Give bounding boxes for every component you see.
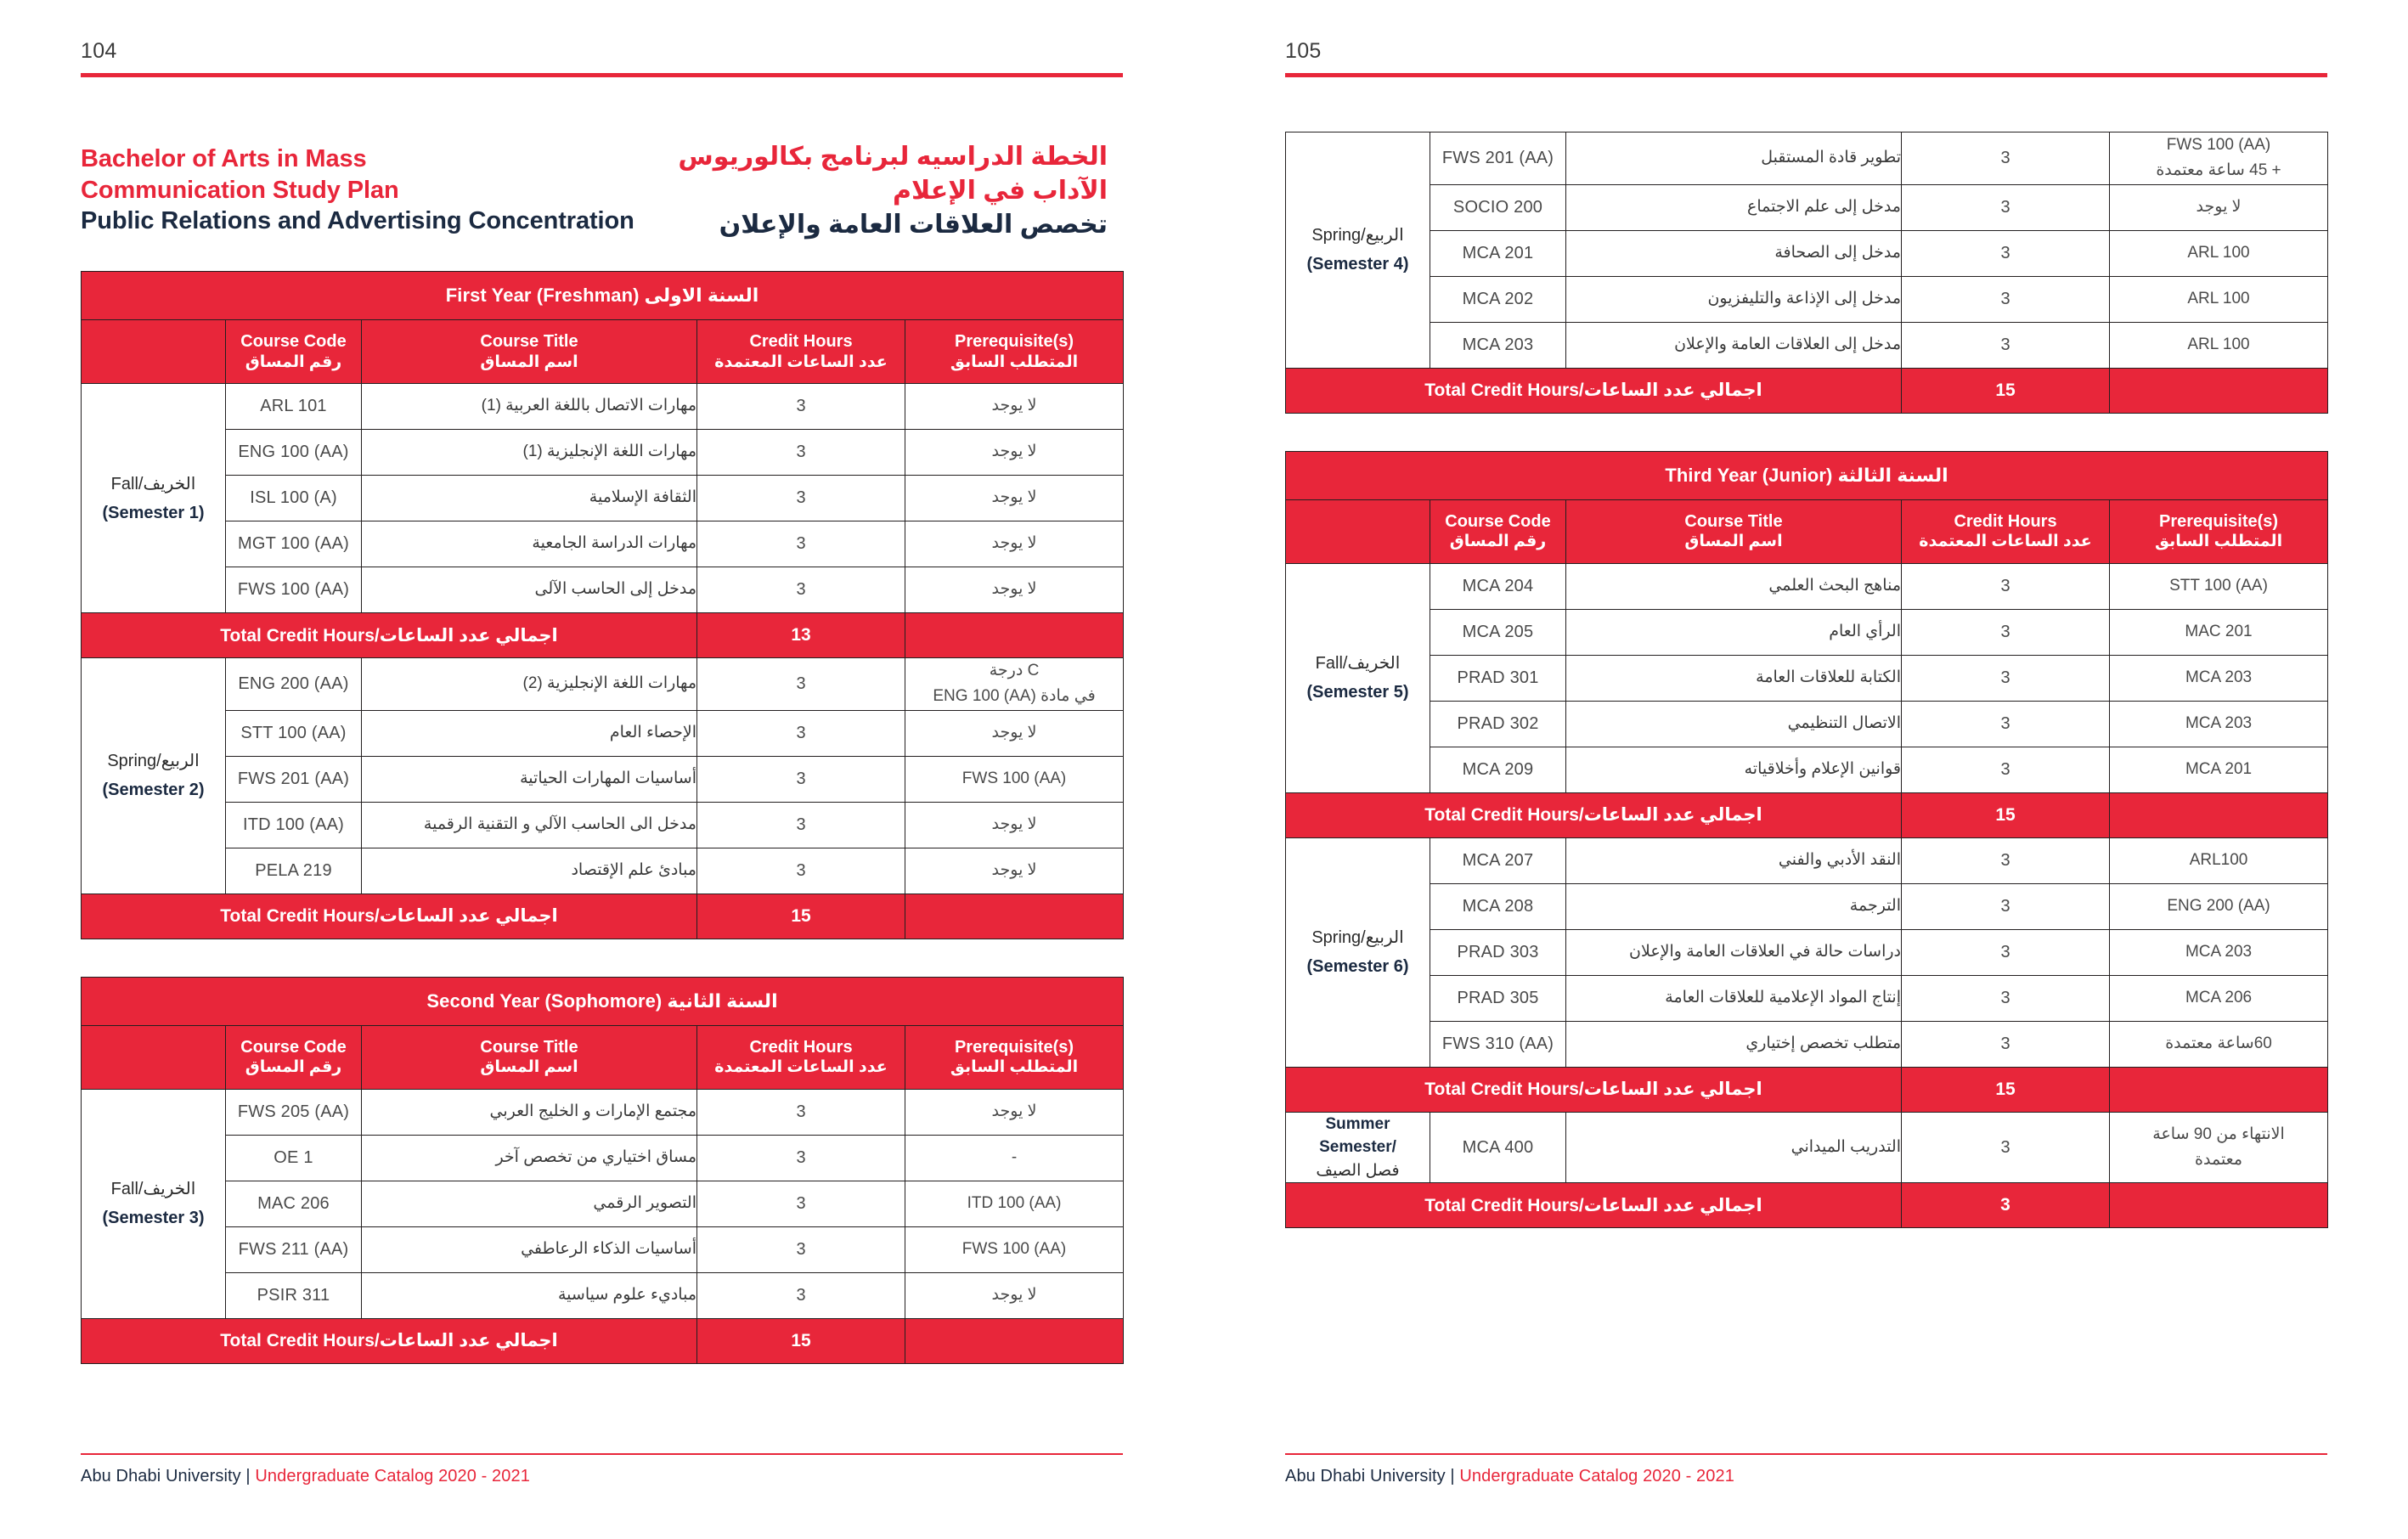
course-credits: 3 (1902, 1112, 2110, 1183)
col-head-prereq (905, 320, 1124, 384)
table-row (1286, 747, 2328, 792)
course-credits: 3 (1902, 837, 2110, 883)
year-heading-row (82, 977, 1124, 1025)
course-code: ISL 100 (A) (226, 476, 362, 521)
course-title: النقد الأدبي والفني (1566, 837, 1902, 883)
course-code: ENG 200 (AA) (226, 658, 362, 711)
page-header-104 (81, 0, 1123, 77)
col-head-title (362, 320, 697, 384)
table-row (1286, 230, 2328, 276)
table-row (1286, 563, 2328, 609)
table-row (82, 567, 1124, 613)
table-row (1286, 929, 2328, 975)
footer-separator: | (1450, 1467, 1455, 1485)
course-code: FWS 211 (AA) (226, 1226, 362, 1272)
course-code: PRAD 301 (1430, 655, 1566, 701)
course-credits: 3 (697, 802, 905, 848)
semester-label-en: (Semester 1) (102, 503, 205, 522)
course-code: PSIR 311 (226, 1272, 362, 1318)
table-row (82, 476, 1124, 521)
course-credits: 3 (697, 430, 905, 476)
col-head-title-en: Course Title (1684, 512, 1783, 531)
course-credits: 3 (697, 1226, 905, 1272)
col-head-code-ar: رقم المساق (245, 352, 342, 371)
semester-label-ar: الربيع/Spring (1311, 928, 1404, 948)
course-prereq: MCA 203 (2110, 929, 2328, 975)
third-year-table-wrap (1285, 451, 2327, 1229)
course-credits: 3 (697, 658, 905, 711)
course-prereq: ARL 100 (2110, 322, 2328, 368)
col-head-credits-en: Credit Hours (749, 1038, 853, 1057)
table-row (1286, 1021, 2328, 1067)
course-prereq: ARL100 (2110, 837, 2328, 883)
title-english (81, 144, 634, 237)
course-credits: 3 (697, 756, 905, 802)
course-prereq: ARL 100 (2110, 276, 2328, 322)
course-code: MGT 100 (AA) (226, 521, 362, 567)
col-head-prereq-ar: المتطلب السابق (950, 352, 1079, 371)
course-prereq: لا يوجد (905, 802, 1124, 848)
year-heading: السنة الثانية (Second Year (Sophomore (82, 977, 1124, 1025)
course-prereq: لا يوجد (905, 1272, 1124, 1318)
semester-label-en: (Semester 4) (1306, 255, 1409, 274)
course-prereq: MAC 201 (2110, 609, 2328, 655)
table-row (1286, 609, 2328, 655)
total-blank (905, 1318, 1124, 1363)
course-title: مباديء علوم سياسية (362, 1272, 697, 1318)
course-code: MCA 205 (1430, 609, 1566, 655)
course-prereq: FWS 100 (AA) (905, 1226, 1124, 1272)
course-code: FWS 100 (AA) (226, 567, 362, 613)
total-blank (2110, 368, 2328, 413)
course-code: ARL 101 (226, 384, 362, 430)
course-code: OE 1 (226, 1135, 362, 1181)
semester-label-ar: الخريف/Fall (1315, 654, 1401, 674)
total-row (82, 1318, 1124, 1363)
title-en-line1: Bachelor of Arts in Mass (81, 145, 367, 172)
col-head-blank (82, 320, 226, 384)
col-head-code (226, 1025, 362, 1089)
total-row (1286, 1067, 2328, 1112)
course-title: التصوير الرقمي (362, 1181, 697, 1226)
course-code: PRAD 303 (1430, 929, 1566, 975)
col-head-prereq-ar: المتطلب السابق (2154, 533, 2283, 551)
course-code: ENG 100 (AA) (226, 430, 362, 476)
table-row (82, 430, 1124, 476)
course-title: الرأي العام (1566, 609, 1902, 655)
course-prereq: ARL 100 (2110, 230, 2328, 276)
course-title: مناهج البحث العلمي (1566, 563, 1902, 609)
table-row (82, 1135, 1124, 1181)
table-row (1286, 837, 2328, 883)
total-value: 15 (1902, 1067, 2110, 1112)
second-year-table-wrap (81, 977, 1123, 1364)
second-year-table (81, 977, 1124, 1364)
semester-label-en: (Semester 5) (1306, 683, 1409, 702)
course-title: مهارات اللغة الإنجليزية (2) (362, 658, 697, 711)
footer-text (1285, 1466, 2327, 1486)
total-value: 3 (1902, 1183, 2110, 1228)
table-row (1286, 883, 2328, 929)
course-prereq: ENG 200 (AA) (2110, 883, 2328, 929)
course-prereq: لا يوجد (905, 521, 1124, 567)
course-code: MAC 206 (226, 1181, 362, 1226)
header-rule (81, 73, 1123, 77)
title-en-line2: Communication Study Plan (81, 176, 399, 204)
course-code: MCA 209 (1430, 747, 1566, 792)
prereq-line-2: + 45 ساعة معتمدة (2156, 161, 2281, 180)
col-head-credits-ar: عدد الساعات المعتمدة (1919, 533, 2092, 551)
course-title: الإحصاء العام (362, 710, 697, 756)
course-code: FWS 310 (AA) (1430, 1021, 1566, 1067)
course-prereq: 60ساعة معتمدة (2110, 1021, 2328, 1067)
course-prereq: FWS 100 (AA) (905, 756, 1124, 802)
course-prereq: MCA 203 (2110, 701, 2328, 747)
semester-label-5 (1286, 563, 1430, 792)
table-row (82, 521, 1124, 567)
course-code: MCA 208 (1430, 883, 1566, 929)
table-row (1286, 132, 2328, 185)
course-credits: 3 (1902, 929, 2110, 975)
course-code: STT 100 (AA) (226, 710, 362, 756)
course-title: مهارات الدراسة الجامعية (362, 521, 697, 567)
course-credits: 3 (1902, 184, 2110, 230)
course-code: FWS 201 (AA) (226, 756, 362, 802)
col-head-title (362, 1025, 697, 1089)
semester-label-6 (1286, 837, 1430, 1067)
course-credits: 3 (697, 521, 905, 567)
course-title: مدخل الى الحاسب الآلي و التقنية الرقمية (362, 802, 697, 848)
semester-label-2 (82, 658, 226, 894)
col-head-credits (1902, 499, 2110, 563)
table-row (1286, 655, 2328, 701)
table-row (82, 710, 1124, 756)
course-credits: 3 (697, 848, 905, 894)
col-head-title-ar: اسم المساق (1684, 533, 1783, 551)
total-value: 13 (697, 613, 905, 658)
table-row (82, 756, 1124, 802)
course-prereq: لا يوجد (2110, 184, 2328, 230)
total-label: اجمالي عدد الساعات/Total Credit Hours (82, 613, 697, 658)
course-code: PELA 219 (226, 848, 362, 894)
total-label: اجمالي عدد الساعات/Total Credit Hours (1286, 368, 1902, 413)
course-title: التدريب الميداني (1566, 1112, 1902, 1183)
footer-rule (1285, 1453, 2327, 1456)
course-code: MCA 400 (1430, 1112, 1566, 1183)
col-head-code-ar: رقم المساق (245, 1058, 342, 1077)
total-row (82, 894, 1124, 939)
course-title: إنتاج المواد الإعلامية للعلاقات العامة (1566, 975, 1902, 1021)
course-credits: 3 (1902, 563, 2110, 609)
course-prereq: لا يوجد (905, 710, 1124, 756)
course-title: مدخل إلى علم الاجتماع (1566, 184, 1902, 230)
col-head-code-ar: رقم المساق (1449, 533, 1547, 551)
prereq-line-1: FWS 100 (AA) (2166, 136, 2271, 154)
course-code: MCA 201 (1430, 230, 1566, 276)
course-title: الترجمة (1566, 883, 1902, 929)
header-rule (1285, 73, 2327, 77)
year-heading-row (82, 272, 1124, 320)
col-head-prereq-ar: المتطلب السابق (950, 1058, 1079, 1077)
course-credits: 3 (1902, 701, 2110, 747)
first-year-table-wrap (81, 271, 1123, 939)
first-year-table (81, 271, 1124, 939)
footer-catalog: Undergraduate Catalog 2020 - 2021 (255, 1467, 530, 1485)
semester-label-en: (Semester 6) (1306, 957, 1409, 977)
table-row (82, 384, 1124, 430)
table-row (1286, 322, 2328, 368)
title-en-concentration: Public Relations and Advertising Concentration (81, 207, 634, 235)
col-head-credits (697, 1025, 905, 1089)
footer-text (81, 1466, 1123, 1486)
course-prereq: لا يوجد (905, 476, 1124, 521)
title-ar-line1: الخطة الدراسيه لبرنامج بكالوريوس (678, 143, 1108, 171)
semester-label-summer (1286, 1112, 1430, 1183)
col-head-code-en: Course Code (240, 332, 347, 352)
course-credits: 3 (697, 476, 905, 521)
col-head-code-en: Course Code (240, 1038, 347, 1057)
course-prereq: ITD 100 (AA) (905, 1181, 1124, 1226)
summer-label-line2: Semester/ (1319, 1138, 1396, 1157)
col-head-prereq (905, 1025, 1124, 1089)
col-head-credits-ar: عدد الساعات المعتمدة (714, 352, 888, 371)
course-title: الكتابة للعلاقات العامة (1566, 655, 1902, 701)
course-title: متطلب تخصص إختياري (1566, 1021, 1902, 1067)
course-code: SOCIO 200 (1430, 184, 1566, 230)
title-ar-concentration: تخصص العلاقات العامة والإعلان (719, 210, 1108, 239)
table-row (1286, 975, 2328, 1021)
course-prereq: STT 100 (AA) (2110, 563, 2328, 609)
course-credits: 3 (697, 710, 905, 756)
total-row (1286, 1183, 2328, 1228)
prereq-line-1: الانتهاء من 90 ساعة (2152, 1125, 2285, 1143)
course-code: MCA 204 (1430, 563, 1566, 609)
page-number-104: 104 (81, 39, 117, 63)
table-row (82, 848, 1124, 894)
course-title: أساسيات الذكاء الرعاطفي (362, 1226, 697, 1272)
semester-label-ar: الخريف/Fall (110, 474, 196, 493)
course-code: FWS 205 (AA) (226, 1089, 362, 1135)
year-heading: السنة الاولى (First Year (Freshman (82, 272, 1124, 320)
course-credits: 3 (697, 1089, 905, 1135)
col-head-code-en: Course Code (1445, 512, 1551, 531)
course-title: أساسيات المهارات الحياتية (362, 756, 697, 802)
footer-rule (81, 1453, 1123, 1456)
footer-catalog: Undergraduate Catalog 2020 - 2021 (1459, 1467, 1734, 1485)
table-row (1286, 184, 2328, 230)
table-row (82, 1272, 1124, 1318)
semester-label-4 (1286, 132, 1430, 369)
course-prereq: لا يوجد (905, 848, 1124, 894)
total-value: 15 (1902, 792, 2110, 837)
total-label: اجمالي عدد الساعات/Total Credit Hours (82, 1318, 697, 1363)
course-prereq (2110, 1112, 2328, 1183)
column-header-row (82, 320, 1124, 384)
table-row (82, 802, 1124, 848)
page-footer-105 (1285, 1453, 2327, 1487)
course-title: مجتمع الإمارات و الخليج العربي (362, 1089, 697, 1135)
year-heading-row (1286, 451, 2328, 499)
top-spacer (1285, 77, 2327, 132)
course-prereq (905, 658, 1124, 711)
table-gap (1285, 414, 2327, 451)
course-code: ITD 100 (AA) (226, 802, 362, 848)
prereq-line-2: في مادة ENG 100 (AA) (933, 687, 1096, 706)
col-head-prereq-en: Prerequisite(s) (954, 1038, 1074, 1057)
course-prereq: MCA 201 (2110, 747, 2328, 792)
col-head-blank (82, 1025, 226, 1089)
total-value: 15 (697, 1318, 905, 1363)
table-row (82, 1089, 1124, 1135)
col-head-credits-en: Credit Hours (1954, 512, 2057, 531)
total-label: اجمالي عدد الساعات/Total Credit Hours (1286, 1183, 1902, 1228)
col-head-code (226, 320, 362, 384)
total-blank (905, 613, 1124, 658)
course-prereq: MCA 206 (2110, 975, 2328, 1021)
course-credits: 3 (697, 384, 905, 430)
course-title: مدخل إلى الحاسب الآلى (362, 567, 697, 613)
course-credits: 3 (1902, 747, 2110, 792)
course-code: PRAD 302 (1430, 701, 1566, 747)
course-credits: 3 (1902, 276, 2110, 322)
total-label: اجمالي عدد الساعات/Total Credit Hours (82, 894, 697, 939)
course-title: مبادئ علم الإقتصاد (362, 848, 697, 894)
page-footer-104 (81, 1453, 1123, 1487)
course-title: مهارات الاتصال باللغة العربية (1) (362, 384, 697, 430)
col-head-code (1430, 499, 1566, 563)
col-head-title-en: Course Title (480, 1038, 578, 1057)
total-row (1286, 368, 2328, 413)
col-head-credits (697, 320, 905, 384)
semester-label-1 (82, 384, 226, 613)
column-header-row (82, 1025, 1124, 1089)
course-credits: 3 (697, 567, 905, 613)
table-row (1286, 701, 2328, 747)
table-row (82, 1226, 1124, 1272)
col-head-blank (1286, 499, 1430, 563)
year-heading: السنة الثالثة (Third Year (Junior (1286, 451, 2328, 499)
summer-label-line1: Summer (1325, 1114, 1390, 1133)
page-105 (1204, 0, 2408, 1539)
semester-label-ar: الربيع/Spring (1311, 226, 1404, 245)
prereq-line-1: C درجة (989, 662, 1040, 679)
prereq-line-2: معتمدة (2195, 1151, 2243, 1170)
course-code: MCA 203 (1430, 322, 1566, 368)
title-ar-line2: الآداب في الإعلام (893, 176, 1108, 205)
col-head-title-ar: اسم المساق (480, 352, 578, 371)
course-credits: 3 (1902, 132, 2110, 185)
course-code: PRAD 305 (1430, 975, 1566, 1021)
total-value: 15 (697, 894, 905, 939)
third-year-table (1285, 451, 2328, 1229)
course-code: MCA 202 (1430, 276, 1566, 322)
course-code: FWS 201 (AA) (1430, 132, 1566, 185)
col-head-credits-ar: عدد الساعات المعتمدة (714, 1058, 888, 1077)
total-row (1286, 792, 2328, 837)
table-gap (81, 939, 1123, 977)
total-value: 15 (1902, 368, 2110, 413)
col-head-prereq-en: Prerequisite(s) (2159, 512, 2279, 531)
page-number-105: 105 (1285, 39, 1322, 63)
course-title: مدخل إلى الإذاعة والتليفزيون (1566, 276, 1902, 322)
course-credits: 3 (1902, 655, 2110, 701)
semester-label-en: (Semester 3) (102, 1209, 205, 1228)
course-credits: 3 (1902, 609, 2110, 655)
title-arabic (678, 140, 1108, 242)
course-title: مدخل إلى الصحافة (1566, 230, 1902, 276)
course-title: دراسات حالة في العلاقات العامة والإعلان (1566, 929, 1902, 975)
course-code: MCA 207 (1430, 837, 1566, 883)
course-title: الثقافة الإسلامية (362, 476, 697, 521)
total-label: اجمالي عدد الساعات/Total Credit Hours (1286, 1067, 1902, 1112)
course-credits: 3 (1902, 322, 2110, 368)
footer-separator: | (245, 1467, 251, 1485)
col-head-prereq-en: Prerequisite(s) (954, 332, 1074, 352)
column-header-row (1286, 499, 2328, 563)
course-title: قوانين الإعلام وأخلاقياته (1566, 747, 1902, 792)
course-title: مهارات اللغة الإنجليزية (1) (362, 430, 697, 476)
title-block (81, 144, 1123, 271)
course-prereq: لا يوجد (905, 1089, 1124, 1135)
page-header-105 (1285, 0, 2327, 77)
semester-label-ar: الربيع/Spring (107, 752, 200, 771)
course-prereq: - (905, 1135, 1124, 1181)
course-credits: 3 (1902, 230, 2110, 276)
course-credits: 3 (697, 1272, 905, 1318)
total-blank (2110, 792, 2328, 837)
total-blank (2110, 1067, 2328, 1112)
second-year-continued-table (1285, 132, 2328, 414)
footer-university: Abu Dhabi University (81, 1467, 241, 1485)
footer-university: Abu Dhabi University (1285, 1467, 1446, 1485)
col-head-title (1566, 499, 1902, 563)
course-prereq (2110, 132, 2328, 185)
total-blank (2110, 1183, 2328, 1228)
total-row (82, 613, 1124, 658)
course-credits: 3 (697, 1181, 905, 1226)
course-credits: 3 (1902, 975, 2110, 1021)
course-credits: 3 (1902, 1021, 2110, 1067)
col-head-prereq (2110, 499, 2328, 563)
table-row (82, 658, 1124, 711)
summer-label-line3: فصل الصيف (1316, 1161, 1400, 1180)
course-title: مساق اختياري من تخصص آخر (362, 1135, 697, 1181)
semester-label-ar: الخريف/Fall (110, 1180, 196, 1199)
course-credits: 3 (1902, 883, 2110, 929)
total-blank (905, 894, 1124, 939)
course-credits: 3 (697, 1135, 905, 1181)
col-head-title-ar: اسم المساق (480, 1058, 578, 1077)
course-title: مدخل إلى العلاقات العامة والإعلان (1566, 322, 1902, 368)
table-row (1286, 1112, 2328, 1183)
total-label: اجمالي عدد الساعات/Total Credit Hours (1286, 792, 1902, 837)
course-prereq: لا يوجد (905, 384, 1124, 430)
table-row (82, 1181, 1124, 1226)
second-year-continued-table-wrap (1285, 132, 2327, 414)
course-title: الاتصال التنظيمي (1566, 701, 1902, 747)
semester-label-en: (Semester 2) (102, 781, 205, 800)
course-prereq: MCA 203 (2110, 655, 2328, 701)
course-prereq: لا يوجد (905, 567, 1124, 613)
col-head-credits-en: Credit Hours (749, 332, 853, 352)
col-head-title-en: Course Title (480, 332, 578, 352)
course-title: تطوير قادة المستقبل (1566, 132, 1902, 185)
semester-label-3 (82, 1089, 226, 1318)
table-row (1286, 276, 2328, 322)
course-prereq: لا يوجد (905, 430, 1124, 476)
